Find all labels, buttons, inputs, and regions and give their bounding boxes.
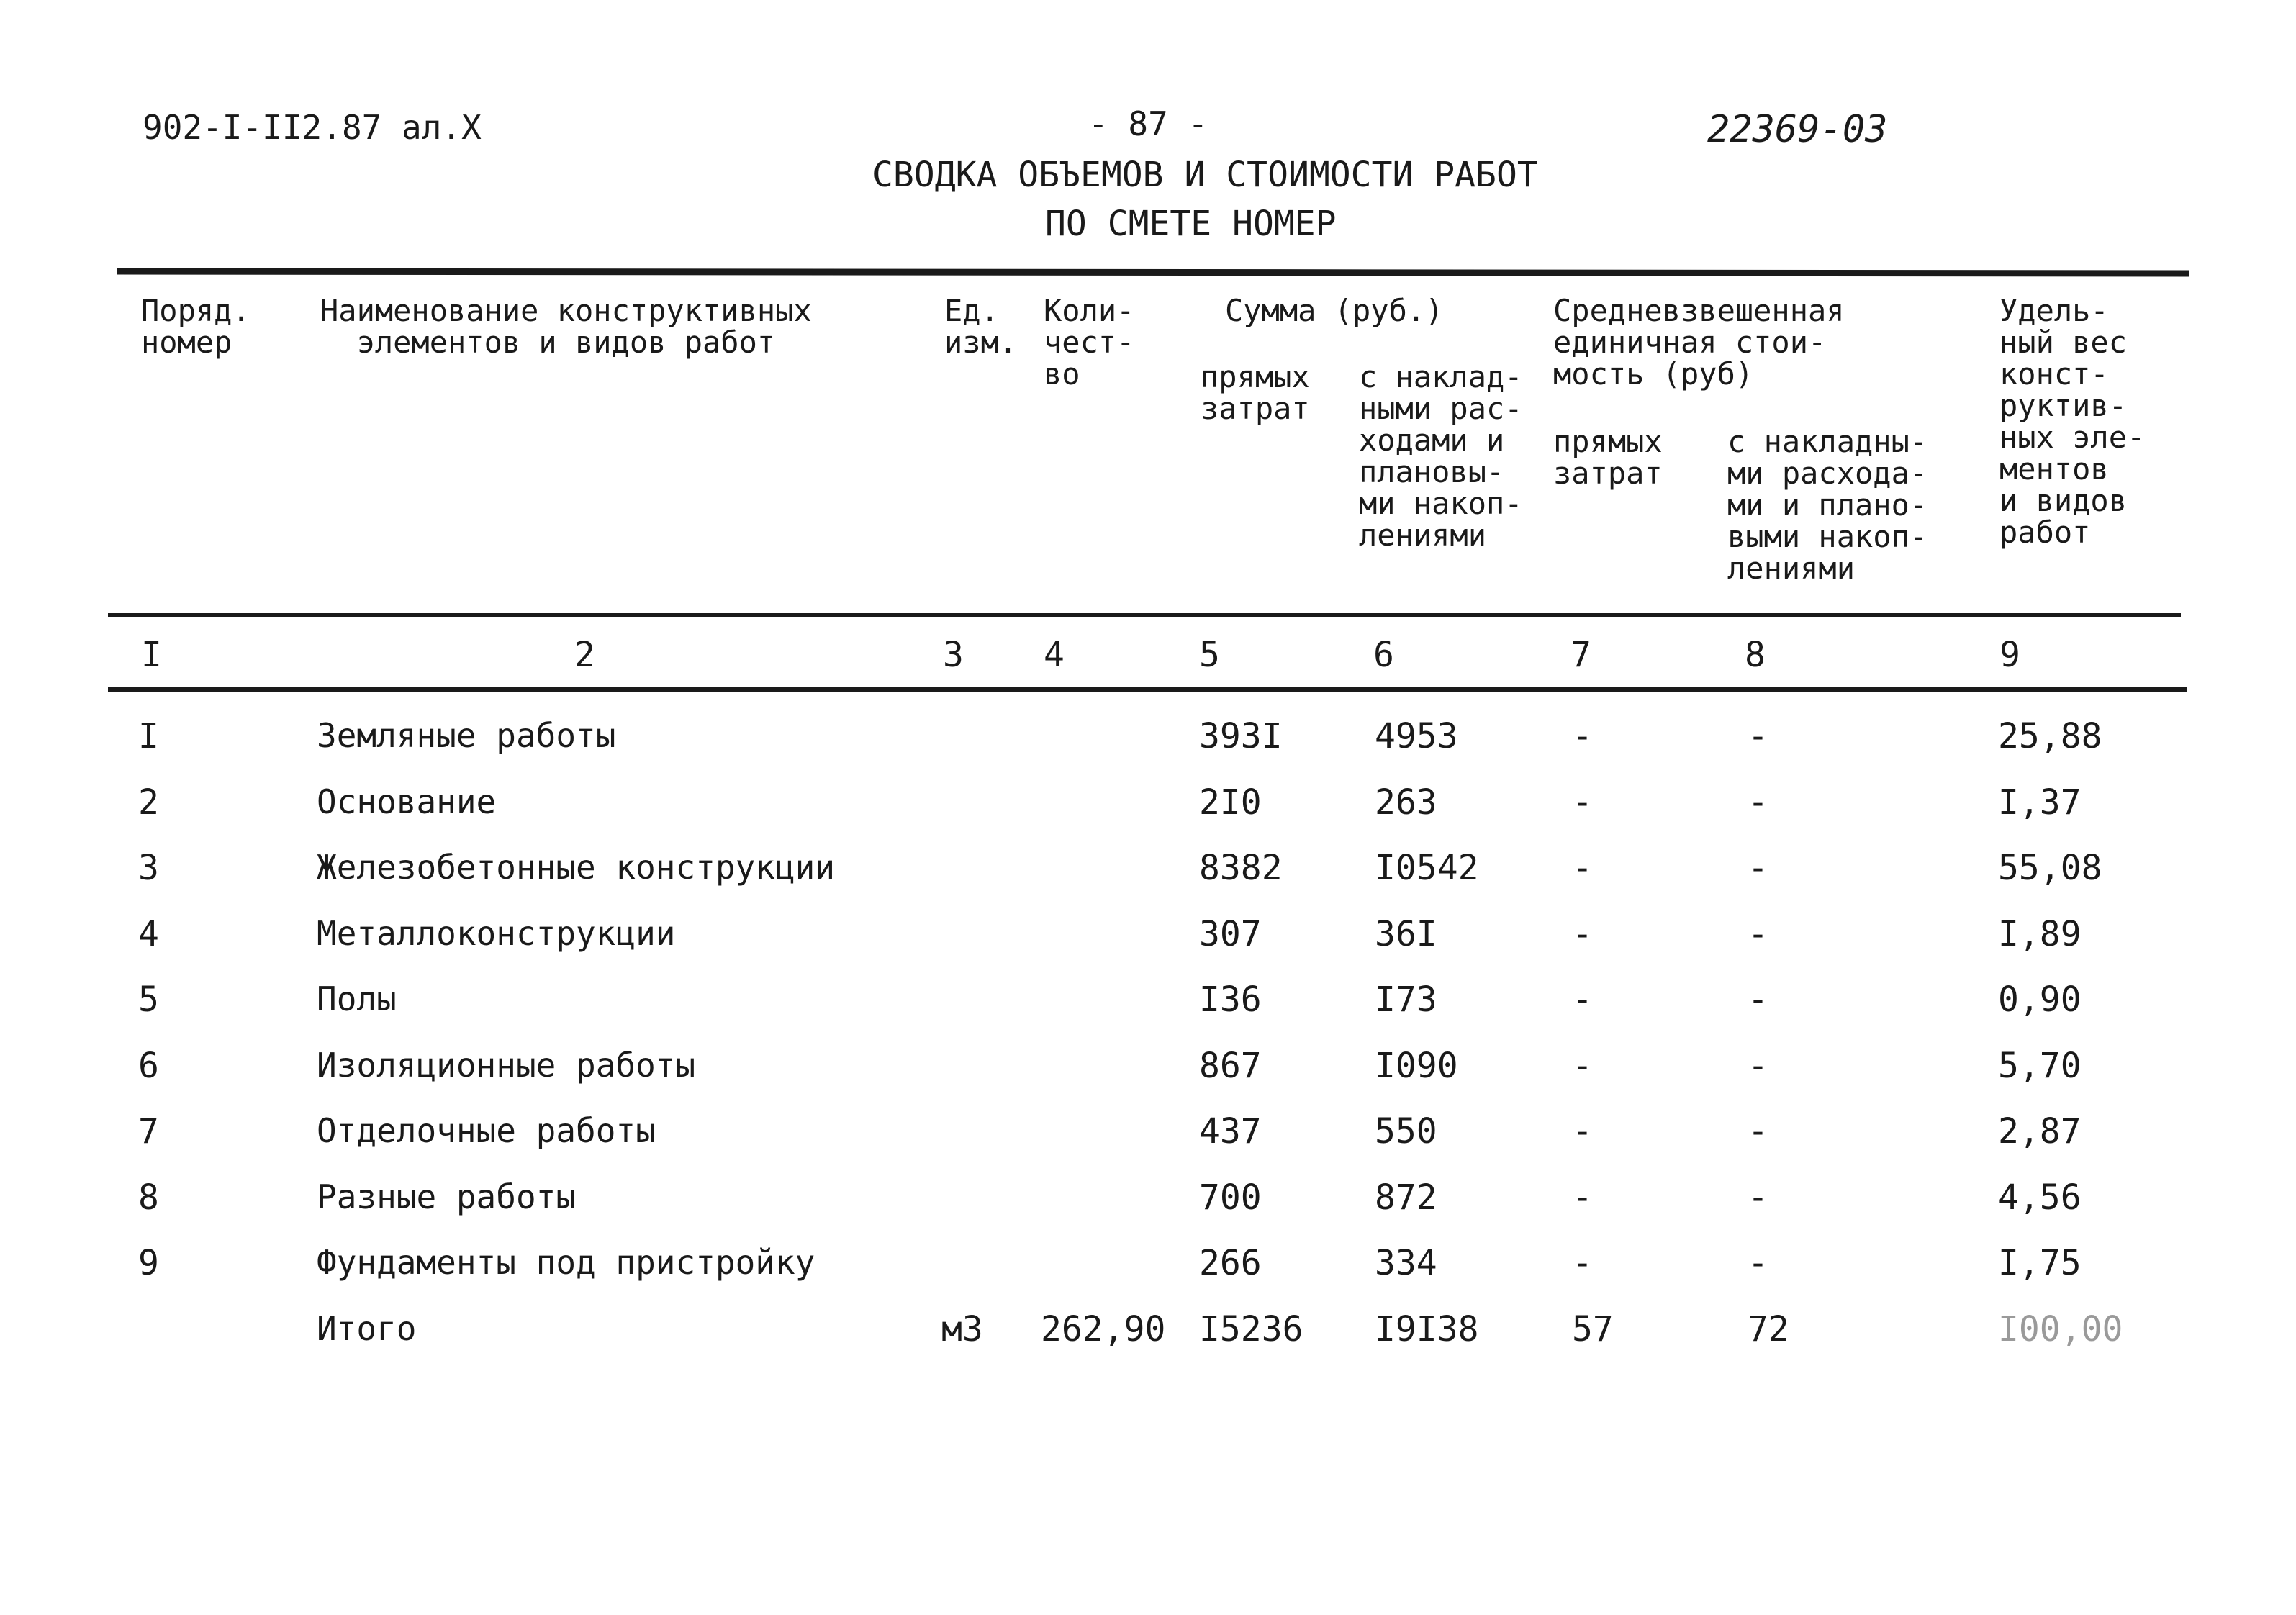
- column-header-avg-group: Средневзвешенная единичная стои- мость (руб): [1553, 293, 1845, 392]
- table-cell-direct: 266: [1199, 1243, 1262, 1283]
- table-cell-direct: I36: [1199, 980, 1262, 1020]
- table-top-rule: [117, 268, 2189, 276]
- table-cell-avg-direct: -: [1572, 782, 1593, 823]
- column-header-direct: прямых затрат: [1201, 359, 1310, 426]
- table-cell-weight: I00,00: [1998, 1309, 2123, 1349]
- table-cell-num: 4: [138, 914, 159, 954]
- table-cell-overhead: I9I38: [1375, 1309, 1479, 1349]
- table-cell-name: Разные работы: [317, 1177, 577, 1216]
- table-cell-avg-direct: 57: [1572, 1309, 1614, 1349]
- page-subtitle: ПО СМЕТЕ НОМЕР: [1045, 204, 1337, 244]
- table-cell-qty: 262,90: [1041, 1309, 1166, 1349]
- column-number: 2: [574, 635, 595, 675]
- table-cell-weight: 4,56: [1998, 1177, 2082, 1218]
- table-cell-avg-overhead: -: [1748, 848, 1768, 888]
- table-cell-overhead: I090: [1375, 1046, 1458, 1086]
- table-cell-num: 5: [138, 980, 159, 1020]
- column-number: 6: [1373, 635, 1394, 675]
- column-number: 7: [1570, 635, 1591, 675]
- table-cell-avg-direct: -: [1572, 1046, 1593, 1086]
- table-cell-num: 3: [138, 848, 159, 888]
- column-header-avg-direct: прямых затрат: [1553, 424, 1663, 491]
- table-cell-num: 2: [138, 782, 159, 823]
- table-cell-avg-direct: -: [1572, 1243, 1593, 1283]
- table-cell-overhead: 36I: [1375, 914, 1437, 954]
- table-cell-direct: 2I0: [1199, 782, 1262, 823]
- table-cell-avg-overhead: -: [1748, 716, 1768, 756]
- column-number: 5: [1199, 635, 1220, 675]
- table-cell-weight: I,37: [1998, 782, 2082, 823]
- column-header-quantity: Коли- чест- во: [1044, 293, 1135, 392]
- table-cell-name: Железобетонные конструкции: [317, 848, 836, 887]
- table-cell-weight: 55,08: [1998, 848, 2102, 888]
- column-header-number: Поряд. номер: [141, 293, 250, 360]
- table-cell-weight: 25,88: [1998, 716, 2102, 756]
- table-cell-avg-overhead: -: [1748, 1177, 1768, 1218]
- column-header-name: Наименование конструктивных элементов и видов работ: [320, 293, 812, 360]
- table-cell-name: Основание: [317, 782, 497, 821]
- column-header-overhead: с наклад- ными рас- ходами и плановы- ми накоп- лениями: [1359, 359, 1523, 553]
- table-cell-avg-direct: -: [1572, 980, 1593, 1020]
- table-cell-avg-direct: -: [1572, 1111, 1593, 1152]
- column-number: 3: [943, 635, 964, 675]
- table-cell-num: 9: [138, 1243, 159, 1283]
- table-cell-weight: 2,87: [1998, 1111, 2082, 1152]
- table-cell-direct: 700: [1199, 1177, 1262, 1218]
- table-cell-weight: 5,70: [1998, 1046, 2082, 1086]
- table-cell-avg-overhead: -: [1748, 1046, 1768, 1086]
- column-number: 4: [1044, 635, 1065, 675]
- table-header-rule: [108, 613, 2181, 618]
- table-cell-overhead: 263: [1375, 782, 1437, 823]
- column-number: 9: [1999, 635, 2020, 675]
- table-cell-avg-direct: -: [1572, 716, 1593, 756]
- column-header-weight: Удель- ный вес конст- руктив- ных эле- ментов и видов работ: [1999, 293, 2146, 550]
- table-cell-name: Итого: [317, 1309, 417, 1348]
- table-cell-num: I: [138, 716, 159, 756]
- table-cell-avg-overhead: 72: [1748, 1309, 1789, 1349]
- table-cell-avg-direct: -: [1572, 914, 1593, 954]
- table-cell-overhead: I0542: [1375, 848, 1479, 888]
- table-cell-weight: 0,90: [1998, 980, 2082, 1020]
- table-cell-name: Металлоконструкции: [317, 914, 676, 953]
- table-cell-avg-overhead: -: [1748, 782, 1768, 823]
- column-number: 8: [1745, 635, 1766, 675]
- table-cell-weight: I,89: [1998, 914, 2082, 954]
- table-cell-num: 8: [138, 1177, 159, 1218]
- table-cell-avg-overhead: -: [1748, 1243, 1768, 1283]
- table-cell-direct: 8382: [1199, 848, 1283, 888]
- table-cell-name: Полы: [317, 980, 397, 1018]
- table-cell-avg-overhead: -: [1748, 980, 1768, 1020]
- table-cell-avg-overhead: -: [1748, 914, 1768, 954]
- table-cell-direct: 393I: [1199, 716, 1283, 756]
- table-colnum-rule: [108, 687, 2187, 692]
- table-cell-name: Земляные работы: [317, 716, 616, 755]
- table-cell-direct: I5236: [1199, 1309, 1303, 1349]
- table-cell-name: Изоляционные работы: [317, 1046, 696, 1085]
- column-number: I: [141, 635, 162, 675]
- page-title: СВОДКА ОБЪЕМОВ И СТОИМОСТИ РАБОТ: [872, 155, 1538, 195]
- table-cell-direct: 867: [1199, 1046, 1262, 1086]
- table-cell-overhead: I73: [1375, 980, 1437, 1020]
- sheet-number: 22369-03: [1707, 108, 1888, 151]
- table-cell-weight: I,75: [1998, 1243, 2082, 1283]
- table-cell-overhead: 872: [1375, 1177, 1437, 1218]
- column-header-unit: Ед. изм.: [944, 293, 1018, 360]
- table-cell-overhead: 550: [1375, 1111, 1437, 1152]
- document-code: 902-I-II2.87 ал.X: [143, 108, 482, 147]
- table-cell-overhead: 4953: [1375, 716, 1458, 756]
- table-cell-avg-direct: -: [1572, 848, 1593, 888]
- table-cell-direct: 307: [1199, 914, 1262, 954]
- table-cell-name: Отделочные работы: [317, 1111, 656, 1150]
- column-header-avg-overhead: с накладны- ми расхода- ми и плано- выми накоп- лениями: [1727, 424, 1928, 586]
- table-cell-avg-overhead: -: [1748, 1111, 1768, 1152]
- table-cell-name: Фундаменты под пристройку: [317, 1243, 815, 1282]
- table-cell-num: 6: [138, 1046, 159, 1086]
- table-cell-direct: 437: [1199, 1111, 1262, 1152]
- table-cell-avg-direct: -: [1572, 1177, 1593, 1218]
- table-cell-overhead: 334: [1375, 1243, 1437, 1283]
- page-number: - 87 -: [1088, 104, 1208, 143]
- column-header-sum-group: Сумма (руб.): [1225, 293, 1444, 328]
- table-cell-num: 7: [138, 1111, 159, 1152]
- table-cell-unit: м3: [941, 1309, 983, 1349]
